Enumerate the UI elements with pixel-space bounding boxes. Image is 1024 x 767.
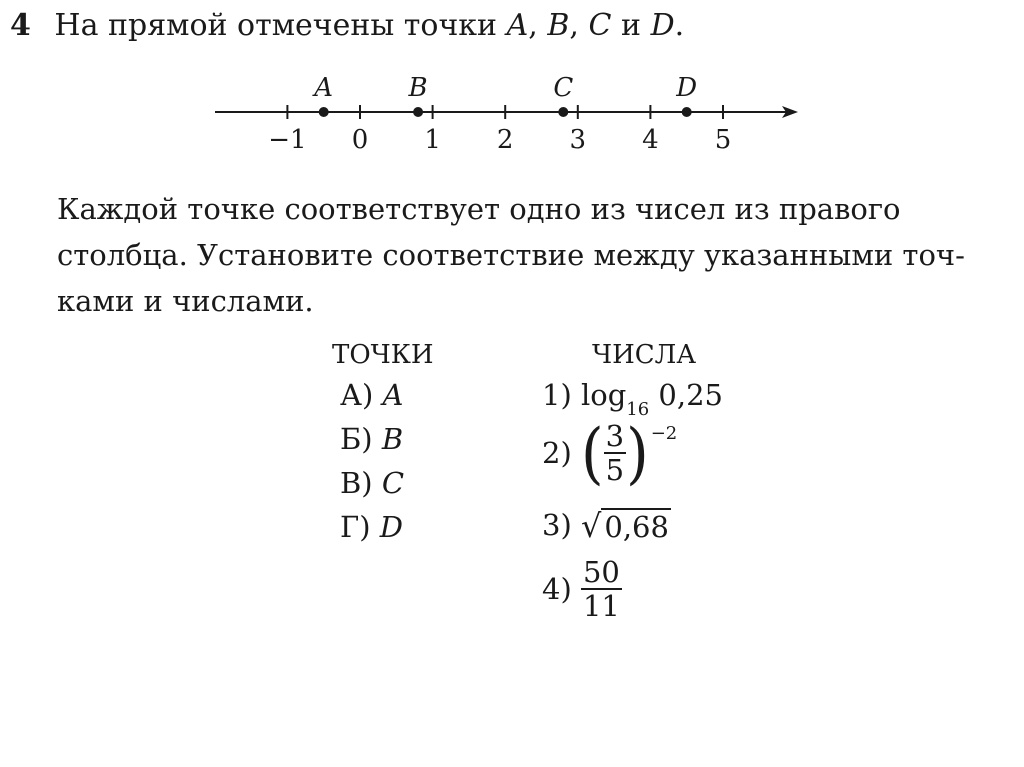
points-item-prefix: В)	[340, 466, 373, 500]
points-item-c	[340, 466, 404, 500]
header-text: На прямой отмечены точки	[54, 8, 498, 43]
instruction-text	[57, 186, 965, 324]
header-end: .	[674, 8, 685, 43]
number-line-point-label: C	[553, 73, 574, 103]
points-item-prefix: Г)	[340, 510, 371, 544]
numbers-item-3	[542, 506, 671, 543]
fraction-denominator: 11	[582, 589, 620, 623]
numbers-item-4	[542, 556, 622, 622]
header-sep: ,	[528, 8, 538, 43]
numbers-item-prefix: 1)	[542, 378, 572, 412]
points-item-prefix: А)	[340, 378, 374, 412]
radical-sign-icon: √	[580, 506, 602, 545]
number-line-tick-label: 0	[351, 125, 369, 155]
number-line-tick-label: 3	[569, 125, 587, 155]
fraction-3-5	[604, 420, 626, 486]
points-item-letter: C	[381, 466, 405, 500]
numbers-item-2	[542, 413, 678, 493]
log-argument: 0,25	[658, 378, 723, 412]
number-line	[0, 0, 1024, 200]
number-line-point-b	[413, 107, 423, 117]
log-function: log	[580, 378, 627, 412]
points-item-letter: A	[382, 378, 404, 412]
instruction-line-2: столбца. Установите соответствие между указанными точ-	[57, 238, 965, 272]
points-item-a	[340, 378, 403, 412]
points-item-letter: D	[379, 510, 403, 544]
right-paren: )	[626, 413, 649, 493]
number-line-point-d	[682, 107, 692, 117]
points-item-letter: B	[381, 422, 404, 456]
points-column-title: ТОЧКИ	[332, 340, 434, 370]
header-conj: и	[621, 8, 642, 43]
numbers-item-prefix: 3)	[542, 508, 572, 542]
radicand: 0,68	[601, 508, 671, 543]
fraction-numerator: 3	[605, 419, 625, 453]
header-sep: ,	[569, 8, 579, 43]
points-item-b	[340, 422, 403, 456]
number-line-point-label: D	[676, 73, 698, 103]
fraction-numerator: 50	[582, 555, 620, 589]
task-number: 4	[10, 8, 31, 43]
header-point-c: C	[588, 8, 612, 43]
number-line-tick-label: 2	[496, 125, 514, 155]
square-root	[581, 508, 671, 543]
exponent: −2	[650, 423, 678, 444]
points-item-d	[340, 510, 403, 544]
instruction-line-3: ками и числами.	[57, 284, 314, 318]
number-line-point-label: A	[314, 73, 334, 103]
number-line-tick-label: 4	[642, 125, 659, 155]
left-paren: (	[580, 413, 604, 493]
instruction-line-1: Каждой точке соответствует одно из чисел из правого	[57, 192, 901, 226]
fraction-50-11	[581, 556, 622, 622]
number-line-tick-label: −1	[268, 125, 307, 155]
number-line-tick-label: 5	[714, 125, 732, 155]
number-line-point-a	[319, 107, 329, 117]
numbers-item-1	[542, 378, 723, 420]
number-line-point-c	[558, 107, 568, 117]
number-line-point-label: B	[408, 73, 428, 103]
numbers-item-prefix: 4)	[542, 572, 572, 606]
numbers-item-prefix: 2)	[542, 436, 572, 470]
number-line-tick-label: 1	[424, 125, 441, 155]
header-point-d: D	[650, 8, 675, 43]
header-point-a: A	[506, 8, 529, 43]
fraction-denominator: 5	[605, 453, 625, 487]
log-base: 16	[626, 399, 650, 420]
points-item-prefix: Б)	[340, 422, 373, 456]
header-point-b: B	[547, 8, 570, 43]
numbers-column-title: ЧИСЛА	[592, 340, 697, 370]
